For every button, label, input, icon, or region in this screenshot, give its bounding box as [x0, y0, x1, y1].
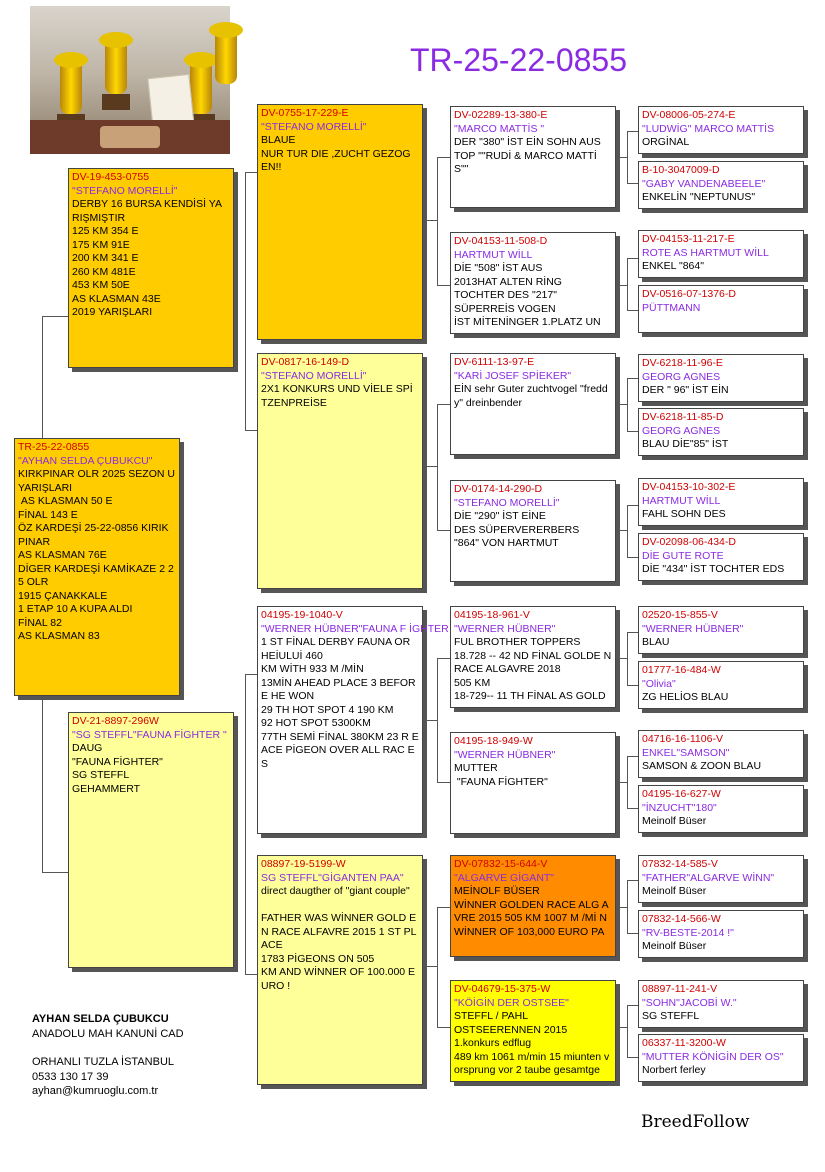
pigeon-name: "STEFANO MORELLİ"	[454, 496, 560, 509]
pigeon-info: MUTTER "FAUNA FİGHTER"	[454, 762, 548, 788]
pigeon-info: DİE "290" İST EİNE DES SÜPERVERERBERS "864" VON HARTMUT	[454, 510, 580, 549]
pigeon-card-g5-13[interactable]	[638, 855, 804, 903]
ring-number: 08897-11-241-V	[642, 983, 718, 995]
pigeon-card-dam-sire[interactable]	[257, 606, 449, 834]
pigeon-name: "WERNER HÜBNER"FAUNA F İGHTER	[261, 622, 449, 635]
pigeon-card-g5-2[interactable]	[638, 161, 804, 209]
connector	[616, 285, 627, 286]
pigeon-card-ggp-3[interactable]	[450, 353, 616, 455]
connector	[616, 907, 627, 908]
ring-number: DV-6218-11-85-D	[642, 411, 724, 423]
ring-number: 08897-19-5199-W	[261, 858, 346, 870]
pigeon-card-ggp-1[interactable]	[450, 106, 616, 208]
pigeon-card-g5-10[interactable]	[638, 661, 804, 709]
ring-number: DV-04153-11-217-E	[642, 233, 735, 245]
pigeon-name: "WERNER HÜBNER"	[642, 622, 744, 635]
ring-number: DV-19-453-0755	[72, 171, 150, 183]
connector	[437, 907, 451, 908]
ring-number: 07832-14-585-V	[642, 858, 718, 870]
pigeon-info: 2X1 KONKURS UND VİELE SPİ TZENPREİSE	[261, 383, 416, 409]
owner-name: AYHAN SELDA ÇUBUKCU	[32, 1013, 169, 1025]
ring-number: DV-04153-10-302-E	[642, 481, 736, 493]
owner-email[interactable]: ayhan@kumruoglu.com.tr	[32, 1085, 159, 1097]
connector	[616, 530, 627, 531]
pigeon-card-g5-3[interactable]	[638, 230, 804, 278]
connector	[627, 258, 628, 310]
ring-number: 07832-14-566-W	[642, 913, 721, 925]
pigeon-info: STEFFL / PAHL OSTSEERENNEN 2015 1.konkurs edflug 489 km 1061 m/min 15 miunten vorsprung vor 2 taube gesamtge	[454, 1010, 610, 1076]
connector	[616, 404, 627, 405]
ring-number: 04195-16-627-W	[642, 788, 721, 800]
pigeon-info: EİN sehr Guter zuchtvogel "freddy" dreinbender	[454, 383, 608, 409]
pigeon-card-ggp-6[interactable]	[450, 732, 616, 834]
pigeon-name: "ALGARVE GİGANT"	[454, 871, 555, 884]
pigeon-card-ggp-4[interactable]	[450, 480, 616, 582]
connector	[437, 907, 438, 1027]
owner-info	[32, 1012, 184, 1099]
ring-number: 04195-18-949-W	[454, 735, 533, 747]
pigeon-card-dam-dam[interactable]	[257, 855, 423, 1085]
pigeon-info: ENKELİN "NEPTUNUS"	[642, 191, 756, 203]
pigeon-info: ZG HELİOS BLAU	[642, 691, 729, 703]
connector	[437, 157, 451, 158]
pigeon-name: "KÖİGİN DER OSTSEE"	[454, 996, 569, 1009]
pigeon-info: Norbert ferley	[642, 1064, 706, 1076]
pigeon-info: BLAU	[642, 636, 670, 648]
pigeon-card-subject[interactable]	[14, 438, 180, 696]
connector	[42, 872, 68, 873]
ring-number: 06337-11-3200-W	[642, 1037, 726, 1049]
connector	[437, 782, 451, 783]
pigeon-info: direct daugther of "giant couple" FATHER WAS WİNNER GOLD EN RACE ALFAVRE 2015 1 ST PLACE 1783 PİGEONS ON 505 KM AND WİNNER OF 100.000 EURO !	[261, 885, 417, 992]
pigeon-name: PÜTTMANN	[642, 301, 701, 314]
pigeon-info: KIRKPINAR OLR 2025 SEZON U YARIŞLARI AS KLASMAN 50 E FİNAL 143 E ÖZ KARDEŞİ 25-22-0856 KIRIK PINAR AS KLASMAN 76E DİGER KARDEŞİ KAMİKAZE 2 25 OLR 1915 ÇANAKKALE 1 ETAP 10 A KUPA ALDI FİNAL 82 AS KLASMAN 83	[18, 468, 175, 642]
pigeon-info: DİE "508" İST AUS 2013HAT ALTEN RİNG TOCHTER DES "217" SÜPERREİS VOGEN İST MİTENİNGER 1.PLATZ UN	[454, 262, 601, 328]
connector	[437, 658, 438, 782]
pigeon-info: Meinolf Büser	[642, 940, 707, 952]
pigeon-card-ggp-7[interactable]	[450, 855, 616, 957]
pigeon-name: "WERNER HÜBNER"	[454, 622, 556, 635]
pigeon-card-sire[interactable]	[68, 168, 234, 368]
owner-address-2: ORHANLI TUZLA İSTANBUL	[32, 1056, 175, 1068]
connector	[627, 131, 628, 183]
pigeon-name: "RV-BESTE-2014 !"	[642, 926, 734, 939]
pigeon-info: BLAU DİE"85" İST	[642, 438, 729, 450]
ring-number: DV-07832-15-644-V	[454, 858, 548, 870]
connector	[616, 658, 627, 659]
ring-number: 04195-19-1040-V	[261, 609, 343, 621]
pigeon-info: DER "380" İST EİN SOHN AUS TOP ""RUDİ & MARCO MATTİ S""	[454, 136, 607, 175]
pigeon-card-g5-6[interactable]	[638, 408, 804, 456]
pigeon-info: DAUG "FAUNA FİGHTER" SG STEFFL GEHAMMERT	[72, 742, 163, 795]
ring-number: TR-25-22-0855	[18, 441, 90, 453]
connector	[627, 756, 628, 808]
connector	[627, 632, 628, 685]
pigeon-info: DİE "434" İST TOCHTER EDS	[642, 563, 785, 575]
pigeon-card-sire-sire[interactable]	[257, 104, 423, 340]
pigeon-card-g5-4[interactable]	[638, 285, 804, 333]
pigeon-info: Meinolf Büser	[642, 885, 707, 897]
connector	[616, 157, 627, 158]
page-title: TR-25-22-0855	[410, 42, 627, 78]
connector	[627, 880, 628, 933]
ring-number: DV-04153-11-508-D	[454, 235, 548, 247]
pigeon-info: ENKEL "864"	[642, 260, 704, 272]
connector	[424, 720, 437, 721]
connector	[616, 782, 627, 783]
pigeon-name: "STEFANO MORELLİ"	[261, 369, 367, 382]
pigeon-name: "MARCO MATTİS "	[454, 122, 545, 135]
pigeon-name: "WERNER HÜBNER"	[454, 748, 556, 761]
pigeon-card-ggp-8[interactable]	[450, 980, 616, 1082]
pigeon-name: "SG STEFFL"FAUNA FİGHTER "	[72, 728, 227, 741]
pigeon-name: "İNZUCHT"180"	[642, 801, 717, 814]
ring-number: B-10-3047009-D	[642, 164, 720, 176]
ring-number: DV-6218-11-96-E	[642, 357, 723, 369]
connector	[437, 404, 438, 530]
pigeon-name: "KARİ JOSEF SPİEKER"	[454, 369, 572, 382]
owner-phone: 0533 130 17 39	[32, 1070, 109, 1083]
pigeon-name: "AYHAN SELDA ÇUBUKCU"	[18, 454, 153, 467]
connector	[437, 285, 451, 286]
ring-number: DV-0817-16-149-D	[261, 356, 350, 368]
brand-logo-text: BreedFollow	[641, 1112, 750, 1132]
pigeon-info: Meinolf Büser	[642, 815, 707, 827]
pigeon-name: ENKEL"SAMSON"	[642, 746, 730, 759]
pigeon-card-ggp-5[interactable]	[450, 606, 616, 708]
connector	[245, 674, 246, 974]
pigeon-card-ggp-2[interactable]	[450, 232, 616, 334]
pigeon-name: "SOHN"JACOBİ W."	[642, 996, 737, 1009]
connector	[627, 505, 628, 557]
pigeon-card-g5-14[interactable]	[638, 910, 804, 958]
pigeon-name: "FATHER"ALGARVE WİNN"	[642, 871, 775, 884]
pigeon-info: DER " 96" İST EİN	[642, 384, 729, 396]
ring-number: DV-04679-15-375-W	[454, 983, 551, 995]
ring-number: DV-6111-13-97-E	[454, 356, 535, 368]
pigeon-name: DİE GUTE ROTE	[642, 549, 724, 562]
pigeon-card-g5-7[interactable]	[638, 478, 804, 526]
connector	[424, 220, 437, 221]
ring-number: DV-0174-14-290-D	[454, 483, 543, 495]
connector	[437, 658, 451, 659]
connector	[616, 1027, 627, 1028]
connector	[627, 1005, 628, 1057]
pigeon-info: SAMSON & ZOON BLAU	[642, 760, 762, 772]
pigeon-card-g5-16[interactable]	[638, 1034, 804, 1082]
ring-number: DV-0516-07-1376-D	[642, 288, 736, 300]
ring-number: 02520-15-855-V	[642, 609, 718, 621]
ring-number: DV-02289-13-380-E	[454, 109, 548, 121]
pigeon-info: DERBY 16 BURSA KENDİSİ YA RIŞMIŞTIR 125 KM 354 E 175 KM 91E 200 KM 341 E 260 KM 481E 453 KM 50E AS KLASMAN 43E 2019 YARIŞLARI	[72, 198, 222, 318]
connector	[627, 378, 628, 431]
pigeon-name: HARTMUT WİLL	[454, 248, 533, 261]
ring-number: DV-21-8897-296W	[72, 715, 159, 727]
pigeon-card-g5-12[interactable]	[638, 785, 804, 833]
ring-number: DV-0755-17-229-E	[261, 107, 349, 119]
pigeon-name: "GABY VANDENABEELE"	[642, 177, 766, 190]
pigeon-card-g5-9[interactable]	[638, 606, 804, 654]
pigeon-info: ORGİNAL	[642, 136, 690, 148]
connector	[437, 530, 451, 531]
connector	[424, 466, 437, 467]
connector	[437, 1027, 451, 1028]
pigeon-name: SG STEFFL"GİGANTEN PAA"	[261, 871, 404, 884]
owner-address-1: ANADOLU MAH KANUNİ CAD	[32, 1027, 184, 1040]
connector	[437, 404, 451, 405]
pigeon-info: FUL BROTHER TOPPERS 18.728 -- 42 ND FİNAL GOLDE N RACE ALGAVRE 2018 505 KM 18-729-- 11 TH FİNAL AS GOLD	[454, 636, 612, 702]
connector	[42, 316, 68, 317]
pigeon-name: "LUDWİG" MARCO MATTİS	[642, 122, 775, 135]
pigeon-info: SG STEFFL	[642, 1010, 700, 1022]
pigeon-info: 1 ST FİNAL DERBY FAUNA OR HEİULUİ 460 KM WİTH 933 M /MİN 13MİN AHEAD PLACE 3 BEFORE HE WON 29 TH HOT SPOT 4 190 KM 92 HOT SPOT 5300KM 77TH SEMİ FİNAL 380KM 23 R E ACE PİGEON OVER ALL RAC ES	[261, 636, 419, 770]
ring-number: 01777-16-484-W	[642, 664, 721, 676]
pigeon-info: FAHL SOHN DES	[642, 508, 726, 520]
pigeon-name: "MUTTER KÖNİGİN DER OS"	[642, 1050, 784, 1063]
pigeon-card-g5-15[interactable]	[638, 980, 804, 1028]
ring-number: 04716-16-1106-V	[642, 733, 723, 745]
ring-number: DV-02098-06-434-D	[642, 536, 736, 548]
pigeon-name: ROTE AS HARTMUT WİLL	[642, 246, 769, 259]
pigeon-card-g5-8[interactable]	[638, 533, 804, 581]
connector	[437, 157, 438, 285]
pigeon-card-g5-5[interactable]	[638, 354, 804, 402]
pigeon-name: GEORG AGNES	[642, 424, 721, 437]
pigeon-info: MEİNOLF BÜSER WİNNER GOLDEN RACE ALG AVRE 2015 505 KM 1007 M /Mİ N WİNNER OF 103,000 EURO PA	[454, 885, 609, 938]
pigeon-name: "STEFANO MORELLİ"	[72, 184, 178, 197]
pigeon-card-g5-11[interactable]	[638, 730, 804, 778]
pigeon-card-sire-dam[interactable]	[257, 353, 423, 589]
pigeon-info: BLAUE NUR TUR DIE ,ZUCHT GEZOG EN!!	[261, 134, 411, 173]
connector	[424, 966, 437, 967]
pigeon-card-g5-1[interactable]	[638, 106, 804, 154]
pigeon-name: HARTMUT WİLL	[642, 494, 721, 507]
trophy-photo	[30, 6, 230, 154]
ring-number: 04195-18-961-V	[454, 609, 530, 621]
ring-number: DV-08006-05-274-E	[642, 109, 736, 121]
connector	[245, 172, 246, 430]
pigeon-card-dam[interactable]	[68, 712, 234, 968]
pigeon-name: "STEFANO MORELLİ"	[261, 120, 367, 133]
pigeon-name: "Olivia"	[642, 677, 676, 690]
pigeon-name: GEORG AGNES	[642, 370, 721, 383]
